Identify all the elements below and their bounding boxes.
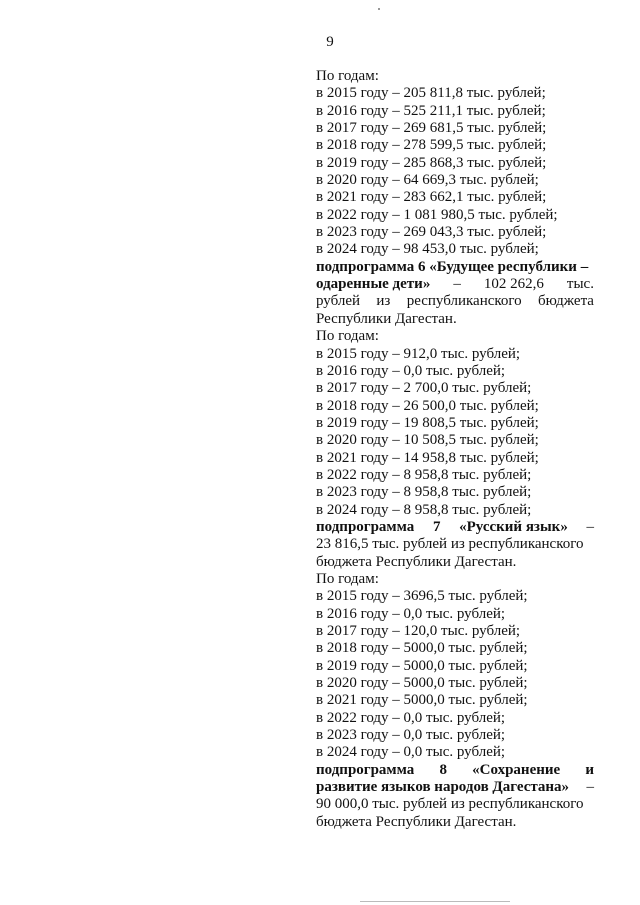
- sub6-title-line2: [316, 276, 594, 293]
- sub7-title-word3: «Русский язык»: [459, 518, 568, 535]
- document-body: [316, 68, 594, 831]
- section5-year-2021: в 2021 году – 283 662,1 тыс. рублей;: [316, 189, 547, 206]
- sub6-year-2024: в 2024 году – 8 958,8 тыс. рублей;: [316, 501, 532, 518]
- word: республиканского: [406, 293, 522, 310]
- sub8-title-word3: «Сохранение: [472, 761, 561, 778]
- sub6-year-2018: в 2018 году – 26 500,0 тыс. рублей;: [316, 397, 539, 414]
- sub7-dash: –: [586, 518, 594, 535]
- section5-year-2024: в 2024 году – 98 453,0 тыс. рублей;: [316, 241, 539, 258]
- sub8-title-word1: подпрограмма: [316, 761, 415, 778]
- word: из: [376, 293, 391, 310]
- sub7-year-2018: в 2018 году – 5000,0 тыс. рублей;: [316, 640, 528, 657]
- sub7-year-2023: в 2023 году – 0,0 тыс. рублей;: [316, 727, 506, 744]
- sub6-title-line1: подпрограмма 6 «Будущее республики –: [316, 258, 589, 275]
- sub7-heading: По годам:: [316, 570, 379, 587]
- section5-year-2015: в 2015 году – 205 811,8 тыс. рублей;: [316, 85, 546, 102]
- sub6-year-2021: в 2021 году – 14 958,8 тыс. рублей;: [316, 449, 539, 466]
- sub7-line2: 23 816,5 тыс. рублей из республиканского: [316, 536, 584, 553]
- sub6-year-2019: в 2019 году – 19 808,5 тыс. рублей;: [316, 414, 539, 431]
- sub6-year-2016: в 2016 году – 0,0 тыс. рублей;: [316, 362, 506, 379]
- sub6-dash: –: [453, 276, 461, 293]
- page-number: 9: [326, 34, 334, 50]
- word: бюджета: [538, 293, 594, 310]
- sub7-year-2021: в 2021 году – 5000,0 тыс. рублей;: [316, 692, 528, 709]
- sub7-year-2022: в 2022 году – 0,0 тыс. рублей;: [316, 709, 506, 726]
- section5-heading: По годам:: [316, 68, 379, 84]
- sub7-title-word1: подпрограмма: [316, 518, 415, 535]
- sub7-year-2016: в 2016 году – 0,0 тыс. рублей;: [316, 605, 506, 622]
- sub6-line4: Республики Дагестан.: [316, 310, 457, 327]
- sub6-line3-text: [316, 293, 594, 310]
- sub8-line3: 90 000,0 тыс. рублей из республиканского: [316, 796, 584, 813]
- section5-year-2017: в 2017 году – 269 681,5 тыс. рублей;: [316, 120, 547, 137]
- sub7-year-2015: в 2015 году – 3696,5 тыс. рублей;: [316, 588, 528, 605]
- section5-year-2019: в 2019 году – 285 868,3 тыс. рублей;: [316, 154, 547, 171]
- sub7-year-2020: в 2020 году – 5000,0 тыс. рублей;: [316, 675, 528, 692]
- sub6-line3: [316, 293, 594, 310]
- sub7-year-2017: в 2017 году – 120,0 тыс. рублей;: [316, 623, 521, 639]
- word: рублей: [316, 293, 361, 310]
- sub7-year-2024: в 2024 году – 0,0 тыс. рублей;: [316, 744, 506, 761]
- scan-edge-line: [360, 901, 510, 902]
- section5-year-2023: в 2023 году – 269 043,3 тыс. рублей;: [316, 224, 547, 241]
- sub7-line3: бюджета Республики Дагестан.: [316, 553, 517, 570]
- sub7-title-line1: [316, 519, 594, 536]
- sub8-line4: бюджета Республики Дагестан.: [316, 813, 517, 830]
- sub7-year-2019: в 2019 году – 5000,0 тыс. рублей;: [316, 657, 528, 674]
- sub6-heading: По годам:: [316, 328, 379, 345]
- sub8-title-word2: 8: [439, 761, 447, 778]
- sub6-year-2020: в 2020 году – 10 508,5 тыс. рублей;: [316, 432, 539, 449]
- section5-year-2020: в 2020 году – 64 669,3 тыс. рублей;: [316, 172, 539, 189]
- sub8-title-word4: и: [585, 761, 594, 778]
- sub6-unit: тыс.: [566, 276, 594, 293]
- sub6-year-2017: в 2017 году – 2 700,0 тыс. рублей;: [316, 380, 532, 397]
- scan-speck: [378, 8, 380, 10]
- sub8-title-line1: [316, 762, 594, 779]
- sub6-year-2022: в 2022 году – 8 958,8 тыс. рублей;: [316, 466, 532, 483]
- section5-year-2016: в 2016 году – 525 211,1 тыс. рублей;: [316, 102, 546, 119]
- sub6-year-2015: в 2015 году – 912,0 тыс. рублей;: [316, 345, 521, 362]
- sub7-title-word2: 7: [432, 518, 441, 535]
- section5-year-2018: в 2018 году – 278 599,5 тыс. рублей;: [316, 137, 547, 154]
- sub6-title-bold: одаренные дети»: [316, 276, 431, 293]
- section5-year-2022: в 2022 году – 1 081 980,5 тыс. рублей;: [316, 206, 558, 223]
- sub8-title-bold: развитие языков народов Дагестана»: [316, 779, 570, 796]
- sub6-year-2023: в 2023 году – 8 958,8 тыс. рублей;: [316, 484, 532, 501]
- sub8-title-line2: [316, 779, 594, 796]
- sub8-dash: –: [586, 779, 594, 796]
- sub6-amount: 102 262,6: [483, 276, 544, 293]
